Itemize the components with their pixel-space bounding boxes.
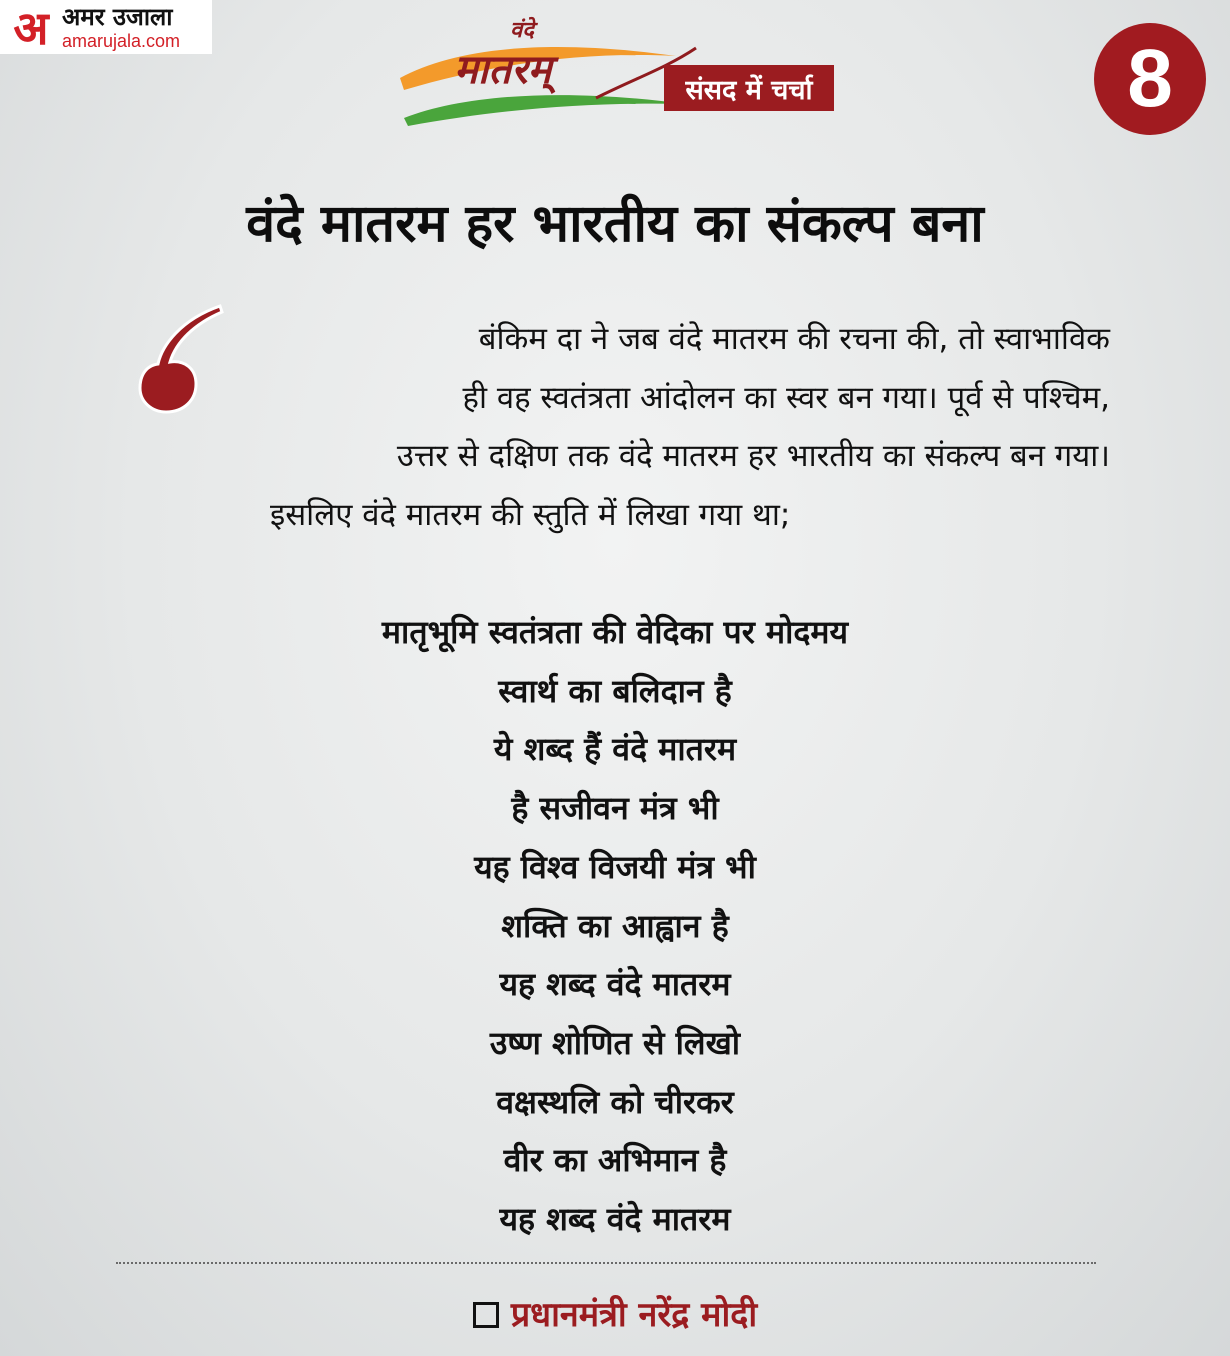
poem-line: यह विश्व विजयी मंत्र भी <box>474 847 756 886</box>
poem-line: स्वार्थ का बलिदान है <box>498 671 732 710</box>
poem-line: है सजीवन मंत्र भी <box>511 789 719 828</box>
headline: वंदे मातरम हर भारतीय का संकल्प बना <box>246 194 984 254</box>
logo-website: amarujala.com <box>62 30 181 51</box>
page-number-badge: 8 <box>1094 23 1206 135</box>
square-bullet-icon <box>473 1302 499 1328</box>
poem-line: यह शब्द वंदे मातरम <box>499 1200 731 1239</box>
logo-text <box>62 1 181 51</box>
logo-hindi-name: अमर उजाला <box>62 1 173 31</box>
quote-line: इसलिए वंदे मातरम की स्तुति में लिखा गया था; <box>270 496 791 533</box>
poem-line: उष्ण शोणित से लिखो <box>489 1023 741 1062</box>
quote-line: उत्तर से दक्षिण तक वंदे मातरम हर भारतीय का संकल्प बन गया। <box>396 438 1110 474</box>
attribution-name: प्रधानमंत्री नरेंद्र मोदी <box>510 1295 758 1335</box>
poem-line: वीर का अभिमान है <box>503 1141 727 1180</box>
quote-line: ही वह स्वतंत्रता आंदोलन का स्वर बन गया। पूर्व से पश्चिम, <box>462 379 1110 416</box>
quote-line: बंकिम दा ने जब वंदे मातरम की रचना की, तो स्वाभाविक <box>478 321 1110 357</box>
amarujala-logo[interactable] <box>0 0 212 54</box>
series-tag: संसद में चर्चा <box>664 65 834 111</box>
poem-line: यह शब्द वंदे मातरम <box>499 965 731 1004</box>
poem-line: मातृभूमि स्वतंत्रता की वेदिका पर मोदमय <box>381 613 849 651</box>
series-title: मातरम् <box>454 46 552 93</box>
logo-letter: अ <box>13 1 49 55</box>
attribution <box>0 1290 1230 1336</box>
poem-line: वक्षस्थलि को चीरकर <box>496 1082 734 1121</box>
quote-paragraph <box>120 310 1110 544</box>
poem-line: शक्ति का आह्वान है <box>501 906 729 945</box>
poem-line: ये शब्द हैं वंदे मातरम <box>493 730 737 769</box>
series-header <box>396 8 840 126</box>
poem <box>0 603 1230 1249</box>
series-title-top: वंदे <box>510 17 534 43</box>
dotted-divider <box>116 1262 1096 1264</box>
